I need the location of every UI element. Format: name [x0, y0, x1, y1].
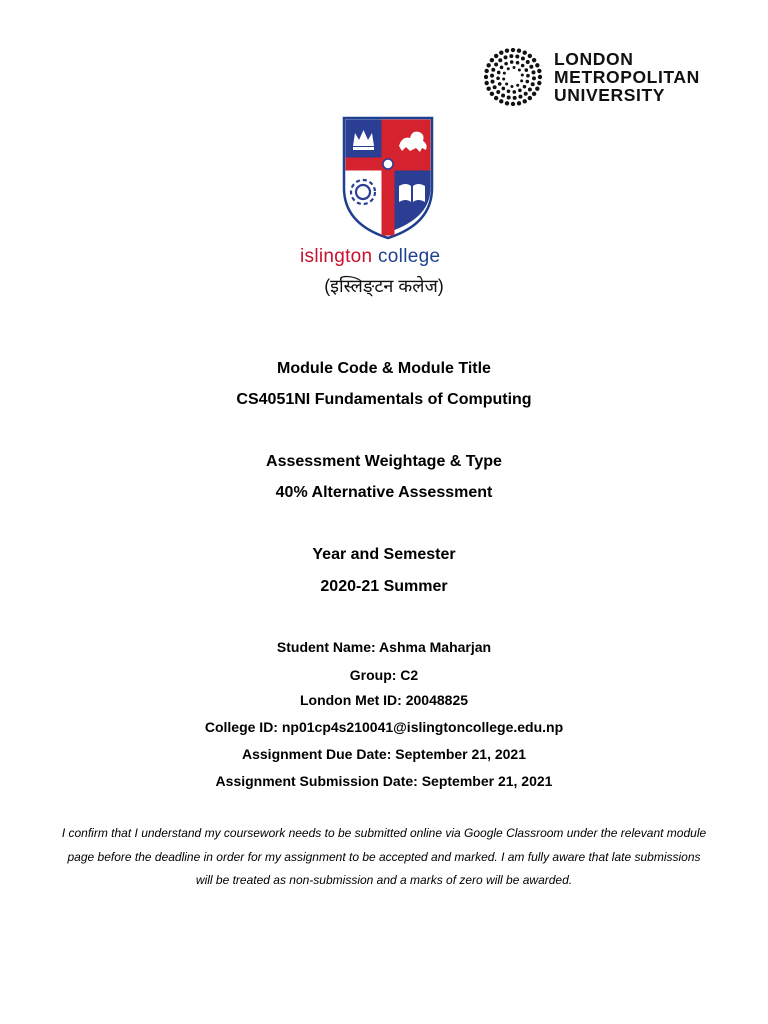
lmu-line-2: METROPOLITAN	[554, 67, 700, 87]
islington-crest-icon	[342, 116, 434, 240]
year-heading: Year and Semester	[312, 546, 456, 563]
college-name-prefix: i	[300, 246, 305, 267]
student-name: Student Name: Ashma Maharjan	[276, 639, 492, 655]
assessment-heading: Assessment Weightage & Type	[266, 453, 502, 470]
assessment-value: 40% Alternative Assessment	[275, 484, 493, 501]
module-heading: Module Code & Module Title	[277, 360, 491, 377]
due-date: Assignment Due Date: September 21, 2021	[242, 746, 526, 762]
college-name-blue: college	[372, 246, 441, 267]
student-group: Group: C2	[349, 667, 419, 683]
college-name-red: slington	[304, 246, 373, 267]
college-name	[300, 246, 480, 268]
declaration-text: I confirm that I understand my coursework needs to be submitted online via Google Classroom under the relevant module page before the deadline in order for my assignment to be accepted and marked. I am fully aware that late submissions will be treated as non-submission and a marks of zero will be awarded.	[61, 826, 707, 887]
lmu-wordmark	[554, 50, 700, 104]
submission-date: Assignment Submission Date: September 21, 2021	[215, 773, 553, 789]
lmu-line-1: LONDON	[554, 49, 634, 69]
lmu-line-3: UNIVERSITY	[554, 85, 666, 105]
college-name-nepali: (इस्लिङ्टन कलेज)	[324, 276, 444, 296]
college-id: College ID: np01cp4s210041@islingtoncollege.edu.np	[204, 719, 564, 735]
year-value: 2020-21 Summer	[320, 578, 448, 595]
module-value: CS4051NI Fundamentals of Computing	[236, 391, 532, 408]
london-met-id: London Met ID: 20048825	[299, 692, 469, 708]
lmu-dot-circle-icon	[484, 48, 542, 106]
lmu-logo	[484, 46, 714, 108]
